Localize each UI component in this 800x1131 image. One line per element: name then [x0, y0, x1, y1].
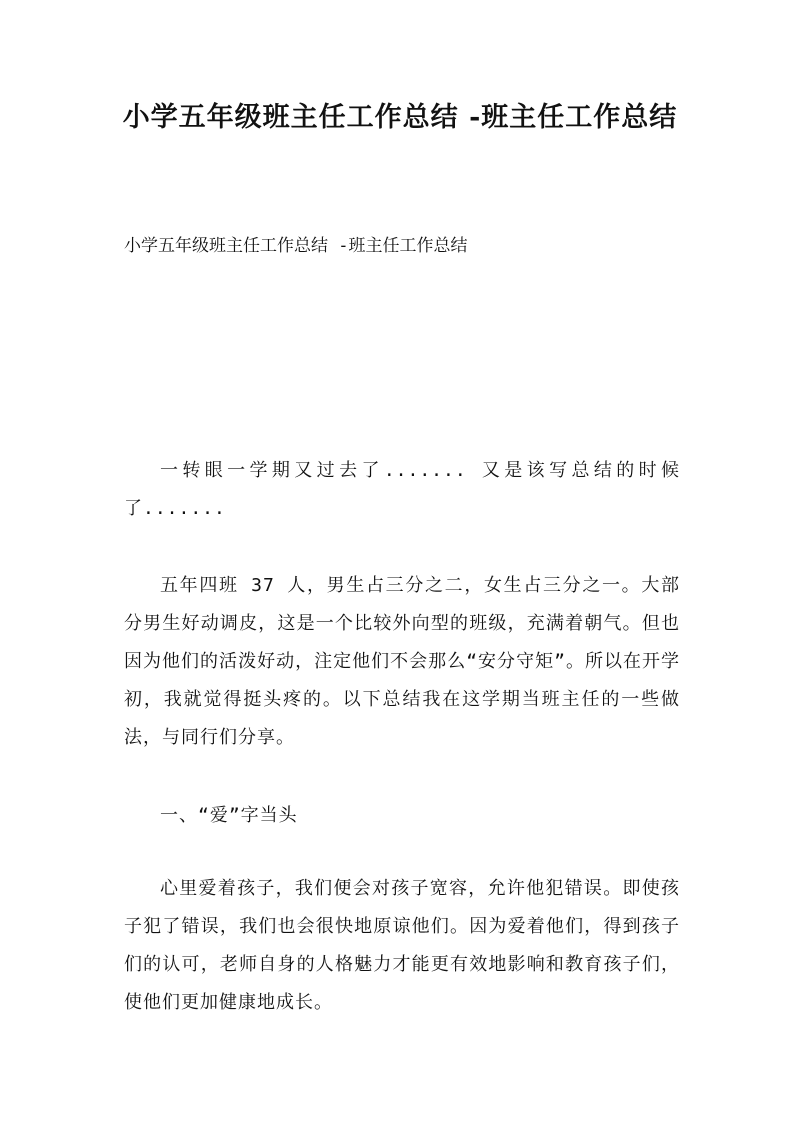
document-title: 小学五年级班主任工作总结 -班主任工作总结 — [122, 102, 678, 133]
paragraph-class-overview: 五年四班 37 人，男生占三分之二，女生占三分之一。大部分男生好动调皮，这是一个比较外向型的班级，充满着朝气。但也因为他们的活泼好动，注定他们不会那么“安分守矩”。所以在开学初，我就觉得挺头疼的。以下总结我在这学期当班主任的一些做法，与同行们分享。 — [124, 575, 680, 748]
paragraph-love: 心里爱着孩子，我们便会对孩子宽容，允许他犯错误。即使孩子犯了错误，我们也会很快地原谅他们。因为爱着他们，得到孩子们的认可，老师自身的人格魅力才能更有效地影响和教育孩子们，使他们更加健康地成长。 — [124, 878, 680, 1013]
paragraph-intro: 一转眼一学期又过去了....... 又是该写总结的时候了....... — [124, 460, 680, 519]
section-heading-love: 一、“爱”字当头 — [160, 805, 298, 826]
document-subtitle: 小学五年级班主任工作总结 -班主任工作总结 — [124, 236, 468, 256]
